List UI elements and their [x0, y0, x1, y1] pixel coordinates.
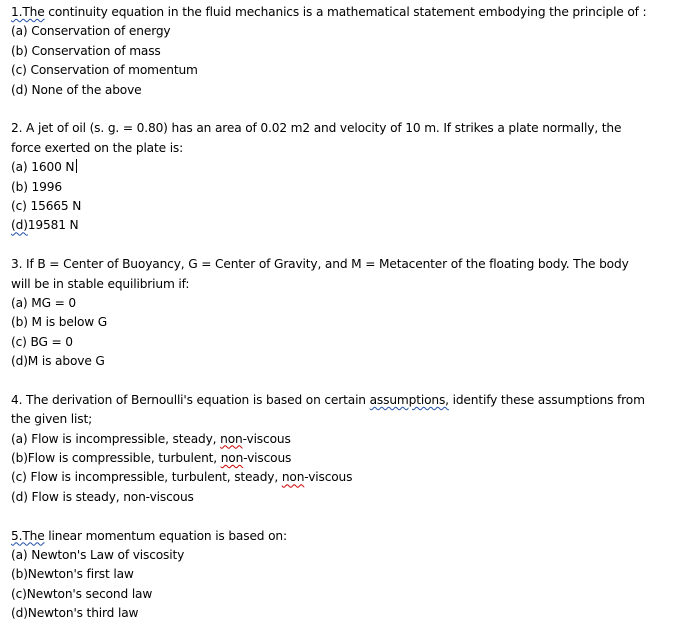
option-5c: (c)Newton's second law — [11, 586, 153, 601]
option-5b: (b)Newton's first law — [11, 567, 134, 582]
option-4b-pre: (b)Flow is compressible, turbulent, — [11, 451, 221, 466]
option-1a: (a) Conservation of energy — [11, 24, 171, 39]
option-4d: (d) Flow is steady, non-viscous — [11, 489, 194, 504]
question-5-stem-text: linear momentum equation is based on: — [44, 528, 287, 543]
option-3c: (c) BG = 0 — [11, 334, 73, 349]
option-2b: (b) 1996 — [11, 179, 62, 194]
option-4a-pre: (a) Flow is incompressible, steady, — [11, 431, 221, 446]
option-3b: (b) M is below G — [11, 315, 108, 330]
question-5-stem — [11, 527, 651, 546]
question-1 — [11, 3, 661, 100]
option-1b: (b) Conservation of mass — [11, 43, 161, 58]
option-5d: (d)Newton's third law — [11, 606, 139, 621]
question-2-stem: 2. A jet of oil (s. g. = 0.80) has an area of 0.02 m2 and velocity of 10 m. If strikes a plate normally, the force exerted on the plate is: — [11, 121, 622, 155]
document-page — [11, 3, 661, 643]
option-4b-post: -viscous — [243, 451, 292, 466]
option-2c: (c) 15665 N — [11, 198, 82, 213]
question-1-stem — [11, 3, 651, 22]
question-4-stem — [11, 391, 651, 430]
question-4-stem-post: identify these assumptions from the given list; — [11, 392, 645, 427]
option-4a — [11, 430, 661, 449]
grammar-flag[interactable]: 1.The — [11, 5, 45, 19]
question-2 — [11, 119, 661, 235]
question-4 — [11, 391, 661, 507]
spelling-flag[interactable]: non — [220, 431, 243, 446]
grammar-flag[interactable]: assumptions, — [369, 392, 449, 407]
question-5 — [11, 527, 661, 624]
option-5a: (a) Newton's Law of viscosity — [11, 548, 185, 563]
grammar-flag[interactable]: (d) — [11, 218, 28, 233]
option-2a-text: (a) 1600 N — [11, 160, 75, 175]
question-3 — [11, 255, 661, 371]
option-3a: (a) MG = 0 — [11, 295, 77, 310]
option-4b — [11, 449, 661, 468]
question-3-stem: 3. If B = Center of Buoyancy, G = Center of Gravity, and M = Metacenter of the floating body. The body will be in stable equilibrium if: — [11, 257, 629, 291]
option-4c — [11, 468, 661, 487]
spelling-flag[interactable]: non — [281, 470, 305, 485]
spelling-flag[interactable]: non — [220, 451, 244, 466]
option-4c-pre: (c) Flow is incompressible, turbulent, steady, — [11, 470, 282, 485]
option-2a — [11, 158, 661, 177]
option-2d-text: 19581 N — [27, 218, 79, 233]
question-4-stem-pre: 4. The derivation of Bernoulli's equation is based on certain — [11, 392, 370, 407]
option-3d: (d)M is above G — [11, 354, 105, 369]
question-1-stem-text: continuity equation in the fluid mechanics is a mathematical statement embodying the principle of : — [48, 5, 647, 19]
option-4a-post: -viscous — [242, 431, 291, 446]
grammar-flag[interactable]: 5.The — [11, 528, 45, 543]
option-2d — [11, 216, 661, 235]
option-1d: (d) None of the above — [11, 82, 142, 97]
text-cursor — [76, 159, 77, 173]
option-1c: (c) Conservation of momentum — [11, 63, 198, 78]
option-4c-post: -viscous — [304, 470, 353, 485]
